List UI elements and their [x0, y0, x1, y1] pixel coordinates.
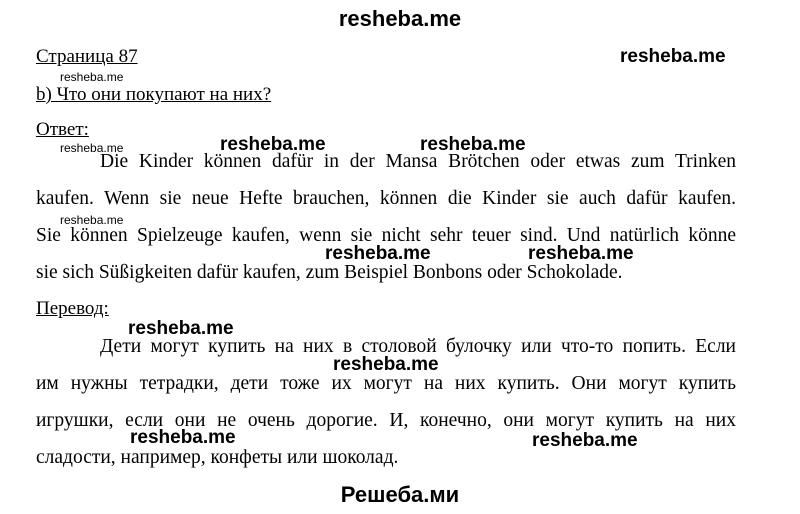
watermark: resheba.me [620, 46, 726, 67]
answer-line: sie sich Süßigkeiten dafür kaufen, zum Beispiel Bonbons oder Schokolade. [36, 262, 623, 283]
watermark: resheba.me [532, 430, 638, 451]
translation-line: Дети могут купить на них в столовой булочку или что-то попить. Если [100, 336, 736, 357]
translation-paragraph [36, 328, 736, 476]
translation-label: Перевод: [36, 298, 109, 319]
question-text: b) Что они покупают на них? [36, 84, 272, 105]
translation-line: им нужны тетрадки, дети тоже их могут на них купить. Они могут купить [36, 373, 736, 394]
site-header-title: resheba.me [338, 6, 462, 31]
watermark: resheba.me [528, 243, 634, 264]
footer-brand: Решеба.ми [340, 482, 460, 507]
translation-line: сладости, например, конфеты или шоколад. [36, 447, 399, 468]
answer-line: Die Kinder können dafür in der Mansa Brötchen oder etwas zum Trinken [100, 151, 736, 172]
watermark-small: resheba.me [60, 213, 124, 227]
watermark-small: resheba.me [60, 141, 124, 155]
translation-line: игрушки, если они не очень дорогие. И, конечно, они могут купить на них [36, 410, 736, 431]
watermark: resheba.me [220, 134, 326, 155]
watermark: resheba.me [130, 427, 236, 448]
page-number-label: Страница 87 [36, 46, 138, 67]
answer-paragraph [36, 143, 736, 291]
watermark-small: resheba.me [60, 70, 124, 84]
answer-label: Ответ: [36, 119, 89, 140]
watermark: resheba.me [333, 354, 439, 375]
answer-line: kaufen. Wenn sie neue Hefte brauchen, können die Kinder sie auch dafür kaufen. [36, 188, 736, 209]
watermark: resheba.me [128, 318, 234, 339]
watermark: resheba.me [420, 134, 526, 155]
watermark: resheba.me [325, 243, 431, 264]
answer-line: Sie können Spielzeuge kaufen, wenn sie nicht sehr teuer sind. Und natürlich könne [36, 225, 736, 246]
